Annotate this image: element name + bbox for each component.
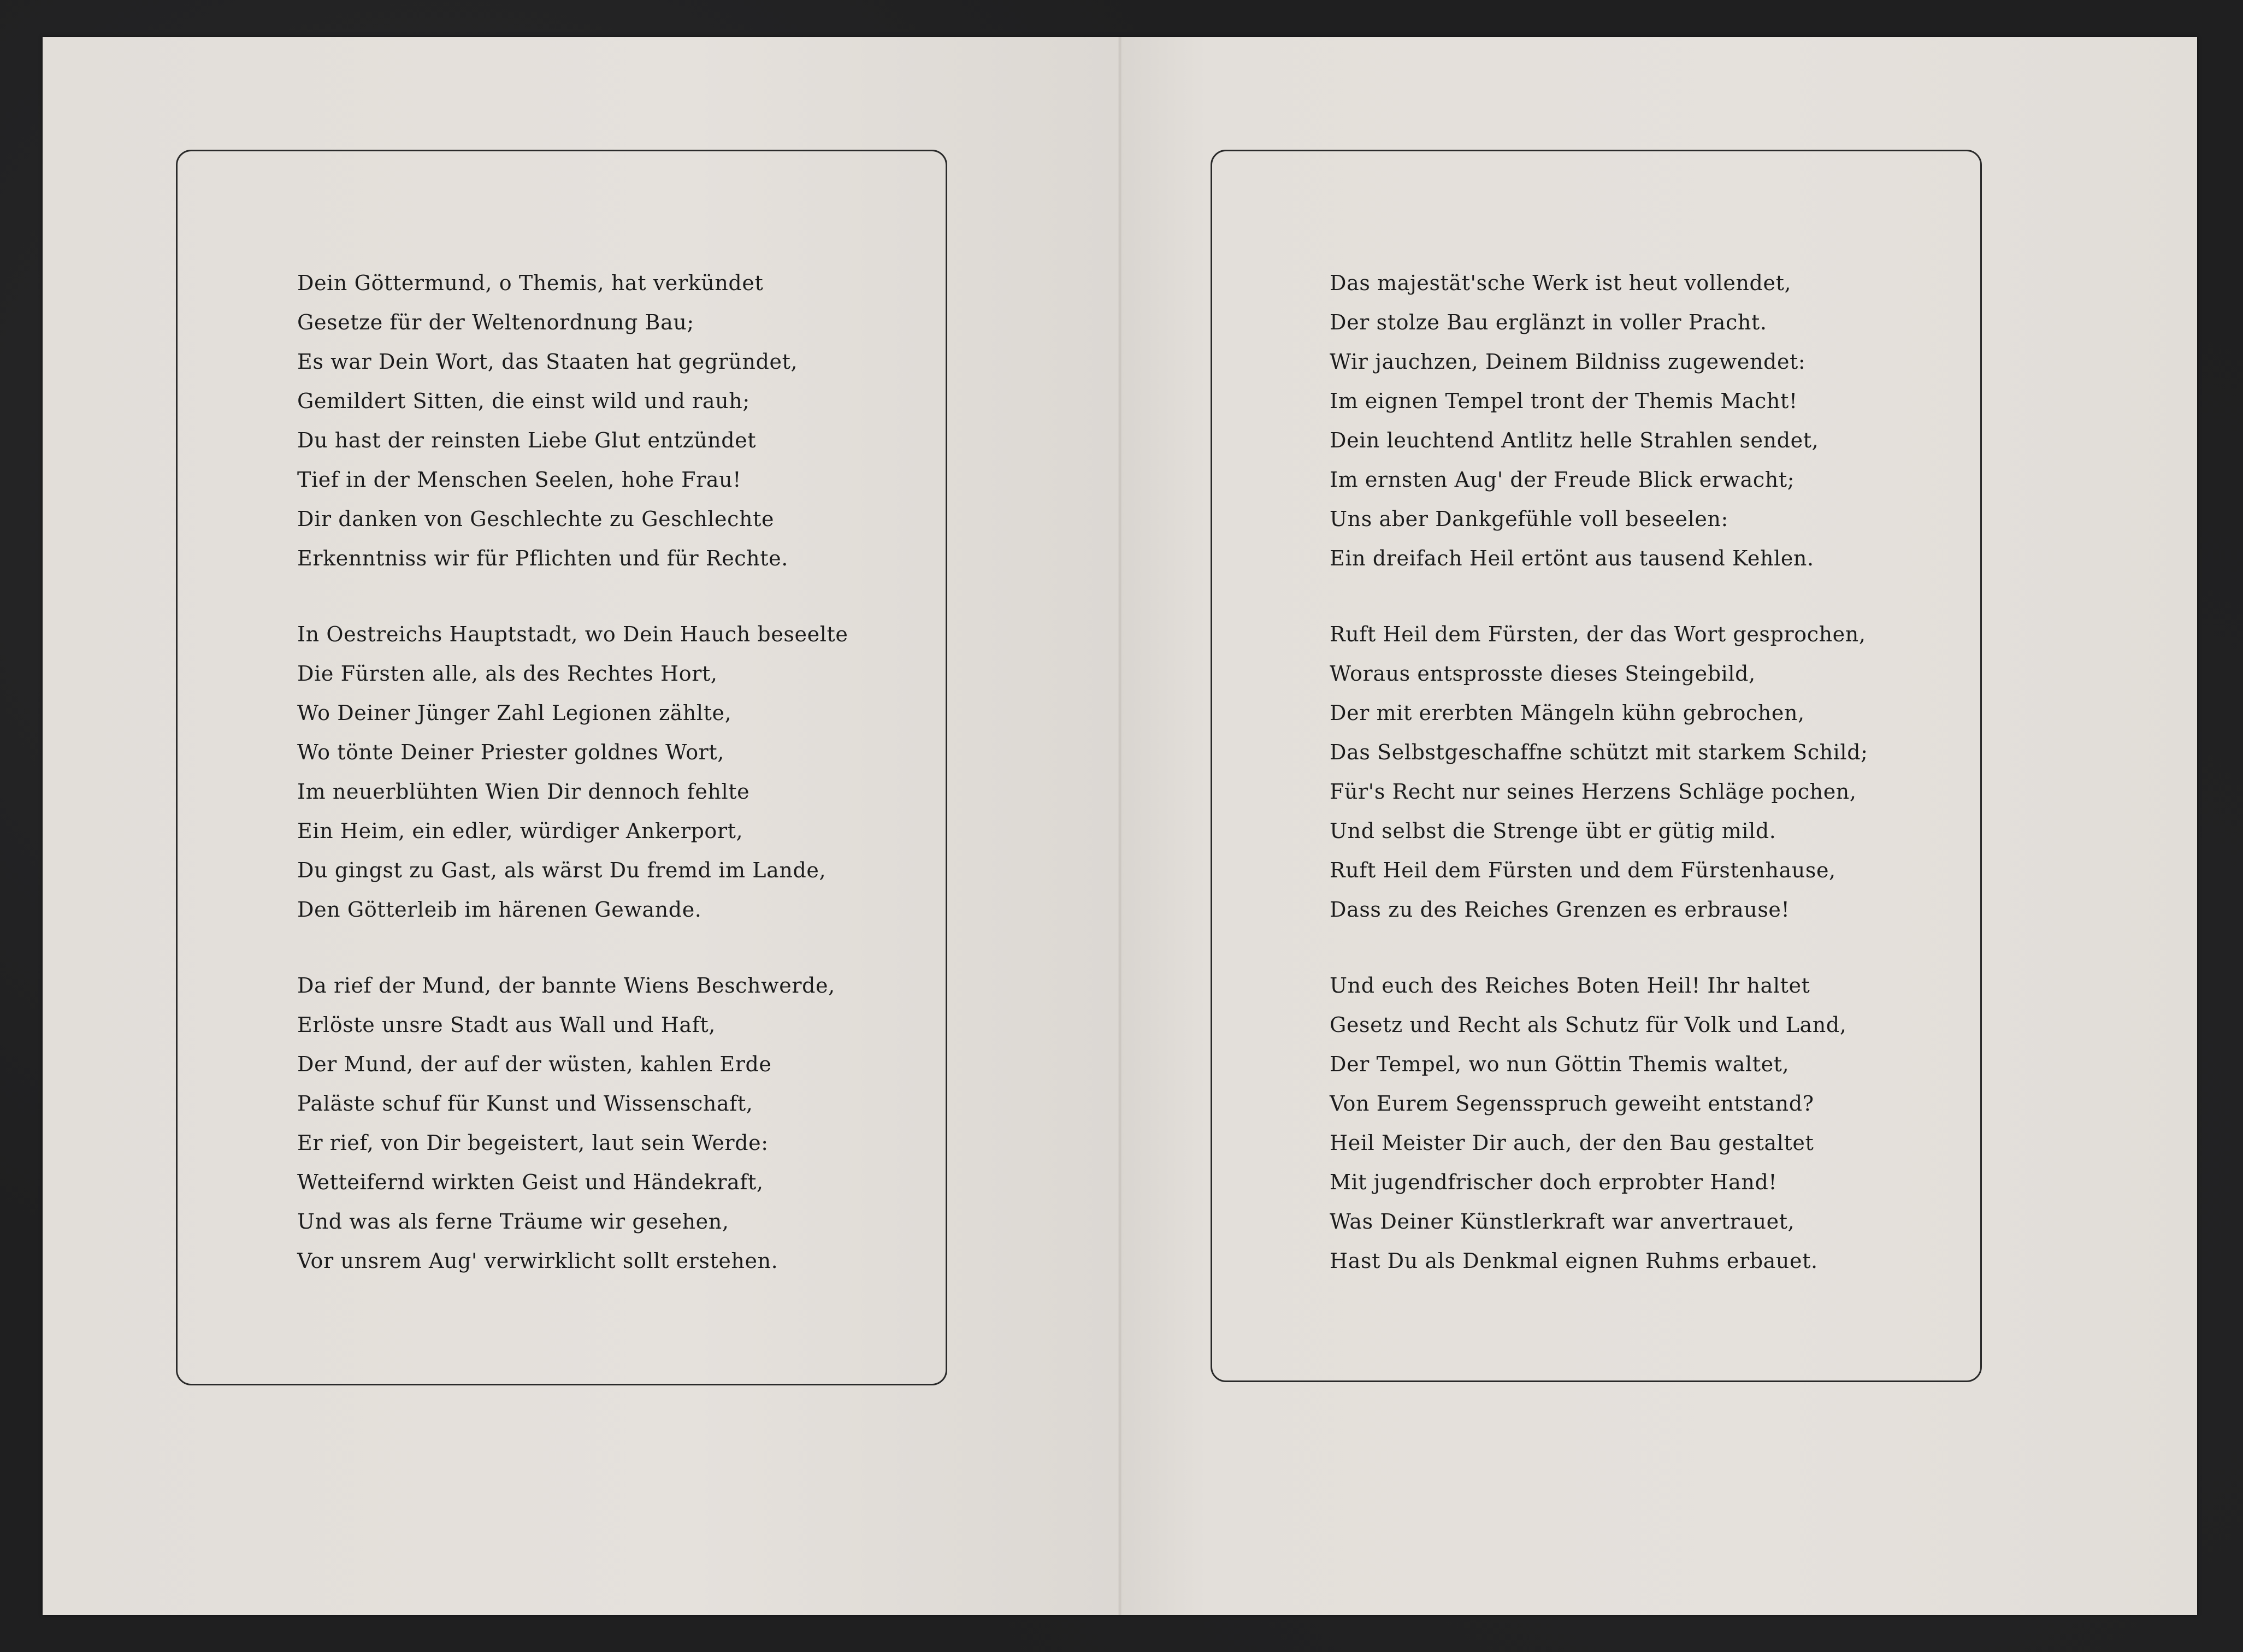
verse-line: Gesetze für der Weltenordnung Bau; xyxy=(297,310,694,334)
verse-line: Und was als ferne Träume wir gesehen, xyxy=(297,1210,729,1234)
stanza-2 xyxy=(297,615,931,929)
verse-line: Im eignen Tempel tront der Themis Macht! xyxy=(1330,389,1798,413)
verse-line: Uns aber Dankgefühle voll beseelen: xyxy=(1330,507,1728,531)
verse-line: Ein dreifach Heil ertönt aus tausend Kehlen. xyxy=(1330,546,1814,570)
verse-line: Gesetz und Recht als Schutz für Volk und Land, xyxy=(1330,1013,1847,1037)
verse-line: Für's Recht nur seines Herzens Schläge pochen, xyxy=(1330,780,1857,804)
verse-line: Wetteifernd wirkten Geist und Händekraft, xyxy=(297,1170,764,1194)
stanza-5 xyxy=(1330,615,1963,929)
verse-line: Der stolze Bau erglänzt in voller Pracht. xyxy=(1330,310,1767,334)
verse-line: Dein leuchtend Antlitz helle Strahlen sendet, xyxy=(1330,428,1819,452)
center-fold xyxy=(1118,37,1122,1615)
stanza-6 xyxy=(1330,966,1963,1281)
stanza-3 xyxy=(297,966,931,1281)
verse-line: Die Fürsten alle, als des Rechtes Hort, xyxy=(297,662,718,686)
verse-line: Im ernsten Aug' der Freude Blick erwacht; xyxy=(1330,468,1795,492)
verse-line: Im neuerblühten Wien Dir dennoch fehlte xyxy=(297,780,750,804)
verse-line: Dir danken von Geschlechte zu Geschlechte xyxy=(297,507,775,531)
verse-line: Vor unsrem Aug' verwirklicht sollt erstehen. xyxy=(297,1249,778,1273)
verse-line: Du hast der reinsten Liebe Glut entzündet xyxy=(297,428,757,452)
verse-line: Was Deiner Künstlerkraft war anvertrauet, xyxy=(1330,1210,1795,1234)
verse-line: Der mit ererbten Mängeln kühn gebrochen, xyxy=(1330,701,1805,725)
verse-line: Gemildert Sitten, die einst wild und rauh; xyxy=(297,389,750,413)
verse-line: Dein Göttermund, o Themis, hat verkündet xyxy=(297,271,764,295)
verse-line: Mit jugendfrischer doch erprobter Hand! xyxy=(1330,1170,1778,1194)
verse-line: Da rief der Mund, der bannte Wiens Beschwerde, xyxy=(297,974,835,998)
verse-line: Wo tönte Deiner Priester goldnes Wort, xyxy=(297,740,724,764)
verse-line: Hast Du als Denkmal eignen Ruhms erbauet. xyxy=(1330,1249,1818,1273)
verse-line: Und selbst die Strenge übt er gütig mild. xyxy=(1330,819,1776,843)
verse-line: Du gingst zu Gast, als wärst Du fremd im Lande, xyxy=(297,858,827,882)
verse-line: Heil Meister Dir auch, der den Bau gestaltet xyxy=(1330,1131,1814,1155)
verse-line: Erlöste unsre Stadt aus Wall und Haft, xyxy=(297,1013,716,1037)
verse-line: Tief in der Menschen Seelen, hohe Frau! xyxy=(297,468,742,492)
verse-line: Er rief, von Dir begeistert, laut sein Werde: xyxy=(297,1131,769,1155)
verse-line: Erkenntniss wir für Pflichten und für Rechte. xyxy=(297,546,788,570)
verse-line: In Oestreichs Hauptstadt, wo Dein Hauch beseelte xyxy=(297,622,848,646)
verse-line: Von Eurem Segensspruch geweiht entstand? xyxy=(1330,1092,1814,1116)
verse-line: Paläste schuf für Kunst und Wissenschaft, xyxy=(297,1092,753,1116)
verse-line: Ruft Heil dem Fürsten, der das Wort gesprochen, xyxy=(1330,622,1866,646)
verse-line: Ruft Heil dem Fürsten und dem Fürstenhause, xyxy=(1330,858,1836,882)
verse-line: Das Selbstgeschaffne schützt mit starkem Schild; xyxy=(1330,740,1868,764)
left-poem-text xyxy=(297,263,931,1317)
verse-line: Wo Deiner Jünger Zahl Legionen zählte, xyxy=(297,701,732,725)
verse-line: Es war Dein Wort, das Staaten hat gegründet, xyxy=(297,350,798,374)
verse-line: Der Tempel, wo nun Göttin Themis waltet, xyxy=(1330,1052,1790,1076)
verse-line: Dass zu des Reiches Grenzen es erbrause! xyxy=(1330,898,1790,922)
stanza-1 xyxy=(297,263,931,578)
verse-line: Wir jauchzen, Deinem Bildniss zugewendet: xyxy=(1330,350,1806,374)
stanza-4 xyxy=(1330,263,1963,578)
verse-line: Und euch des Reiches Boten Heil! Ihr haltet xyxy=(1330,974,1810,998)
verse-line: Woraus entsprosste dieses Steingebild, xyxy=(1330,662,1756,686)
verse-line: Das majestät'sche Werk ist heut vollendet, xyxy=(1330,271,1792,295)
verse-line: Den Götterleib im härenen Gewande. xyxy=(297,898,702,922)
verse-line: Der Mund, der auf der wüsten, kahlen Erde xyxy=(297,1052,772,1076)
right-poem-text xyxy=(1330,263,1963,1317)
verse-line: Ein Heim, ein edler, würdiger Ankerport, xyxy=(297,819,743,843)
